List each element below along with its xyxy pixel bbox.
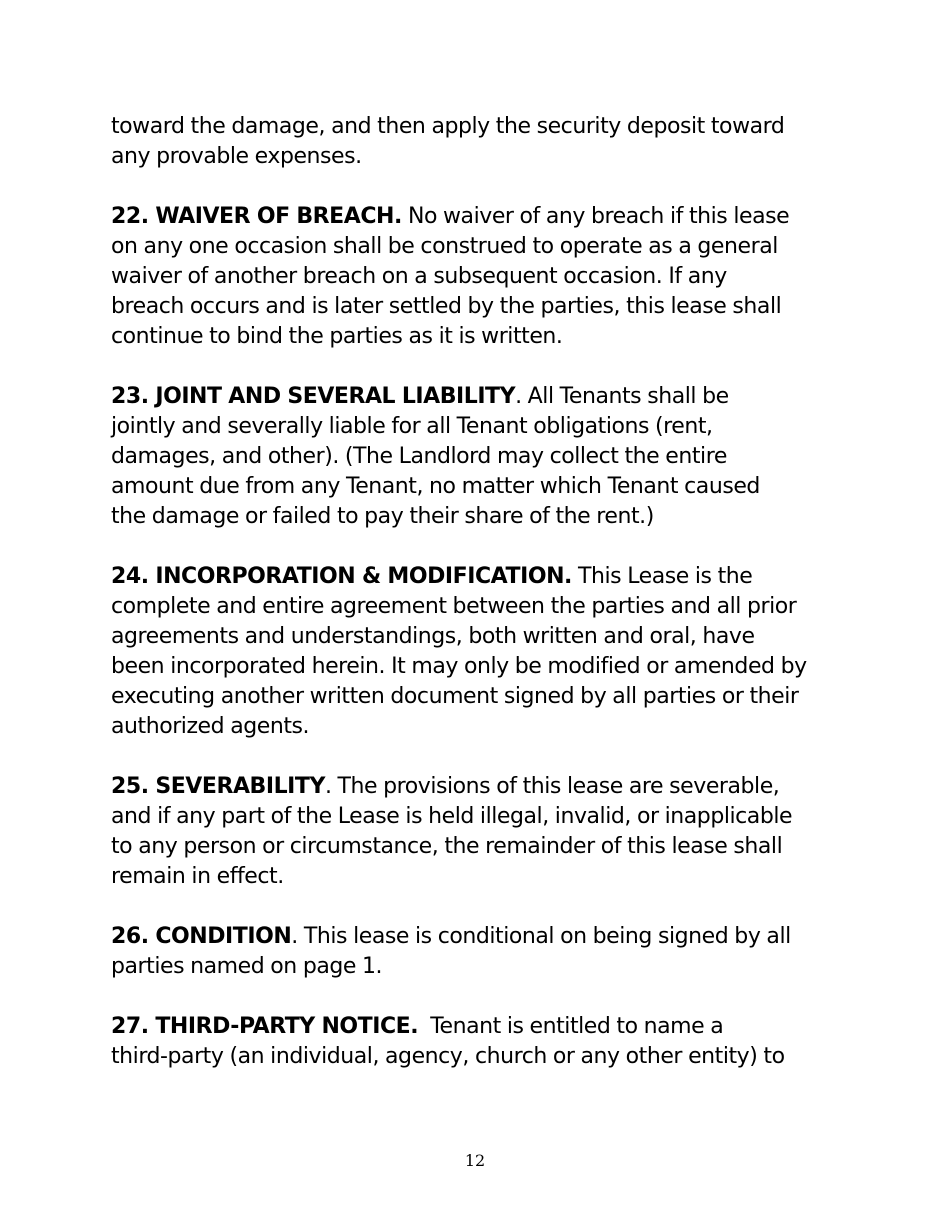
paragraph-severability [111, 772, 851, 892]
text-fragment: This Lease is the [571, 564, 753, 589]
text-line [111, 922, 851, 952]
text-line [111, 382, 851, 412]
lease-body [111, 112, 851, 1102]
text-line: toward the damage, and then apply the security deposit toward [111, 114, 785, 139]
text-line: any provable expenses. [111, 144, 362, 169]
text-line [111, 1012, 851, 1042]
text-line: amount due from any Tenant, no matter which Tenant caused [111, 474, 760, 499]
paragraph-incorporation-modification [111, 562, 851, 742]
section-heading: 22. WAIVER OF BREACH. [111, 204, 402, 229]
text-line: remain in effect. [111, 864, 284, 889]
text-fragment: No waiver of any breach if this lease [401, 204, 790, 229]
text-line: authorized agents. [111, 714, 310, 739]
text-line: jointly and severally liable for all Tenant obligations (rent, [111, 414, 713, 439]
text-line: parties named on page 1. [111, 954, 383, 979]
paragraph-security-deposit-continuation [111, 112, 851, 172]
text-line: been incorporated herein. It may only be modified or amended by [111, 654, 807, 679]
paragraph-joint-and-several-liability [111, 382, 851, 532]
section-heading: 23. JOINT AND SEVERAL LIABILITY [111, 384, 516, 409]
text-line [111, 772, 851, 802]
text-line: damages, and other). (The Landlord may collect the entire [111, 444, 727, 469]
text-fragment: Tenant is entitled to name a [418, 1014, 724, 1039]
paragraph-condition [111, 922, 851, 982]
text-line: continue to bind the parties as it is written. [111, 324, 563, 349]
text-line: and if any part of the Lease is held illegal, invalid, or inapplicable [111, 804, 793, 829]
section-heading: 27. THIRD-PARTY NOTICE. [111, 1014, 419, 1039]
text-line: to any person or circumstance, the remainder of this lease shall [111, 834, 783, 859]
paragraph-waiver-of-breach [111, 202, 851, 352]
section-heading: 24. INCORPORATION & MODIFICATION. [111, 564, 572, 589]
text-fragment: . This lease is conditional on being signed by all [291, 924, 791, 949]
section-heading: 26. CONDITION [111, 924, 292, 949]
text-line [111, 202, 851, 232]
text-line: third-party (an individual, agency, church or any other entity) to [111, 1044, 785, 1069]
text-line: agreements and understandings, both written and oral, have [111, 624, 755, 649]
text-line [111, 562, 851, 592]
paragraph-third-party-notice [111, 1012, 851, 1072]
text-line: executing another written document signed by all parties or their [111, 684, 799, 709]
text-fragment: . All Tenants shall be [515, 384, 729, 409]
page-number: 12 [464, 1151, 486, 1170]
text-line: the damage or failed to pay their share of the rent.) [111, 504, 654, 529]
section-heading: 25. SEVERABILITY [111, 774, 325, 799]
text-fragment: . The provisions of this lease are severable, [324, 774, 780, 799]
text-line: complete and entire agreement between the parties and all prior [111, 594, 797, 619]
text-line: breach occurs and is later settled by the parties, this lease shall [111, 294, 782, 319]
text-line: waiver of another breach on a subsequent occasion. If any [111, 264, 727, 289]
text-line: on any one occasion shall be construed to operate as a general [111, 234, 778, 259]
